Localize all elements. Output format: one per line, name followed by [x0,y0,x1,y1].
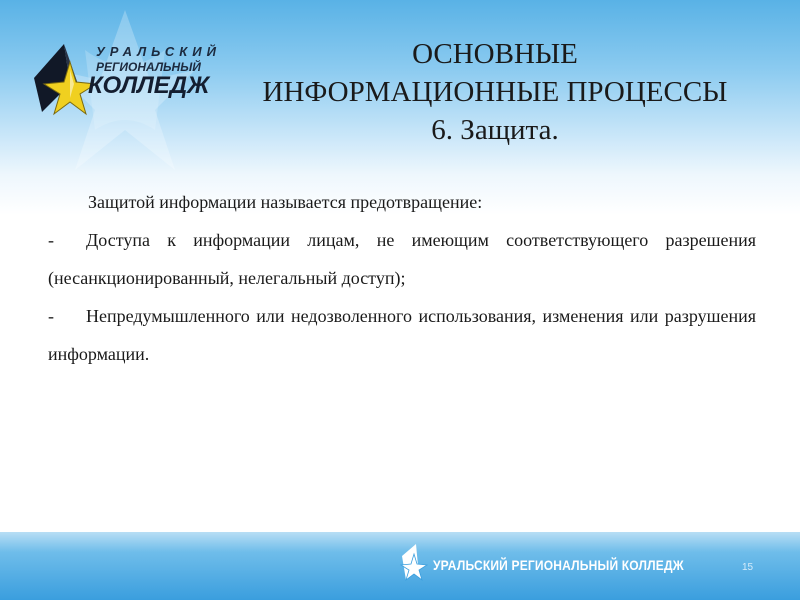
list-item-text: Доступа к информации лицам, не имеющим соответствующего разрешения (несанкционированный, нелегальный доступ); [48,230,756,288]
title-line-3: 6. Защита. [431,114,559,146]
slide-body [48,183,756,373]
logo-text-line1: УРАЛЬСКИЙ [96,44,221,59]
intro-paragraph: Защитой информации называется предотвращение: [88,192,483,212]
footer-emblem-icon [398,542,428,588]
list-item-text: Непредумышленного или недозволенного использования, изменения или разрушения информации. [48,306,756,364]
footer-band [0,532,800,600]
title-line-1: ОСНОВНЫЕ [412,38,578,70]
slide-title [200,35,790,149]
list-dash: - [48,306,54,326]
list-item [48,297,756,373]
footer-college-name: УРАЛЬСКИЙ РЕГИОНАЛЬНЫЙ КОЛЛЕДЖ [433,557,684,573]
title-line-2: ИНФОРМАЦИОННЫЕ ПРОЦЕССЫ [262,76,728,108]
college-logo [30,40,220,130]
list-item [48,221,756,297]
page-number: 15 [742,562,754,573]
logo-text-line3: КОЛЛЕДЖ [88,72,210,99]
list-dash: - [48,230,54,250]
logo-text-line2: РЕГИОНАЛЬНЫЙ [96,60,201,74]
